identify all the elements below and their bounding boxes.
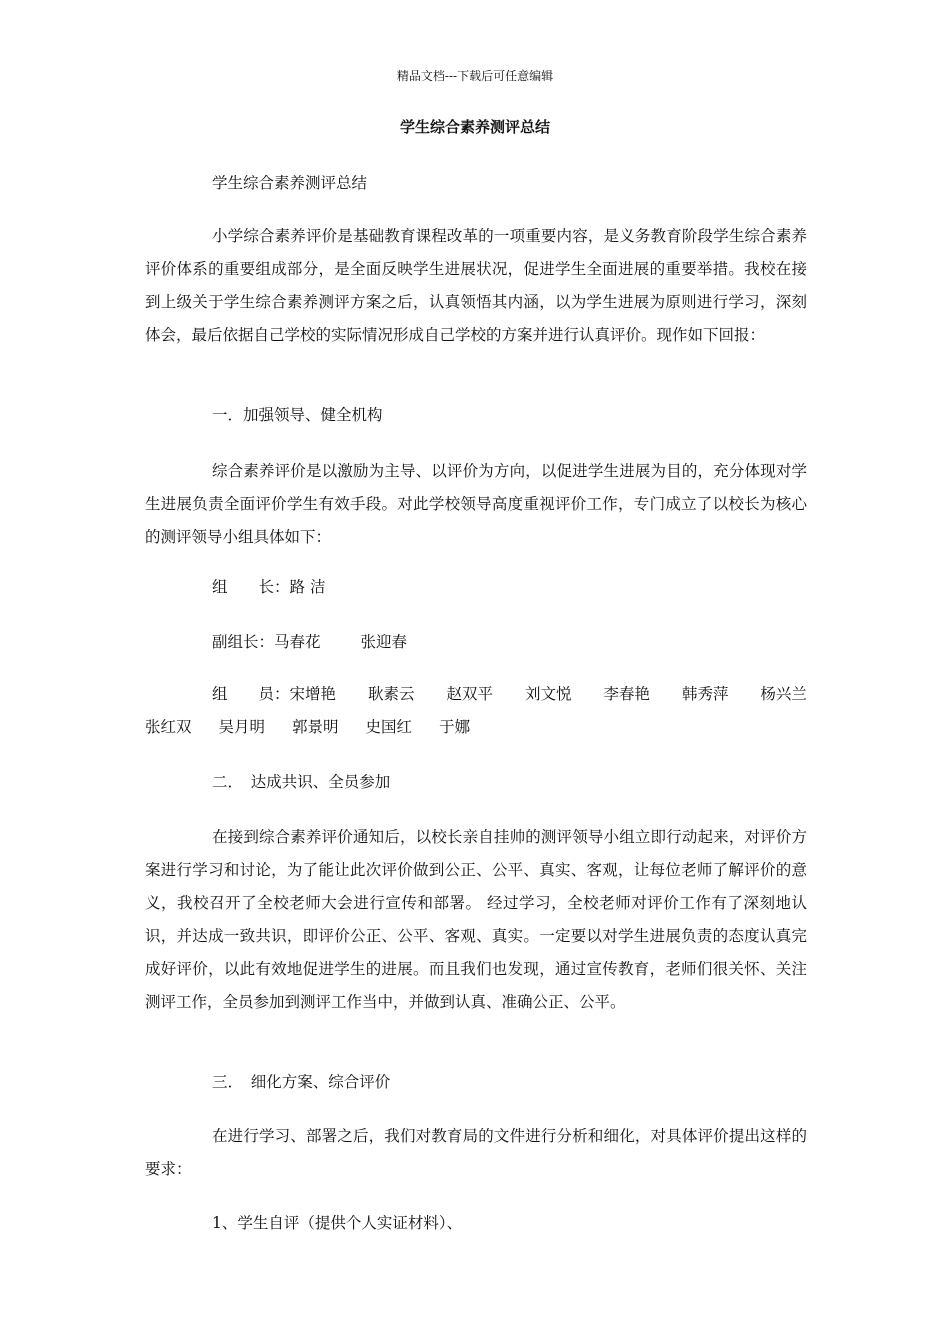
member-name: 刘文悦 — [524, 685, 572, 703]
members-row — [145, 678, 807, 711]
members-label: 组 员： — [212, 685, 290, 703]
member-name: 张红双 — [145, 718, 192, 736]
section1-body: 综合素养评价是以激励为主导、以评价为方向，以促进学生进展为目的，充分体现对学生进展负责全面评价学生有效手段。对此学校领导高度重视评价工作，专门成立了以校长为核心的测评领导小组具体如下： — [145, 462, 807, 546]
member-name: 于娜 — [439, 718, 471, 736]
member-name: 韩秀萍 — [681, 685, 729, 703]
deputy-name: 张迎春 — [360, 633, 408, 651]
header-note: 精品文档---下载后可任意编辑 — [396, 69, 554, 83]
member-name: 郭景明 — [292, 718, 339, 736]
leader-label: 组 长： — [212, 578, 290, 596]
section1-heading: 一．加强领导、健全机构 — [212, 406, 383, 424]
deputy-leader-line — [212, 632, 407, 652]
deputy-label: 副组长： — [212, 633, 275, 651]
members-row — [145, 711, 807, 744]
subtitle: 学生综合素养测评总结 — [212, 174, 368, 192]
section3-item-1: 1、学生自评（提供个人实证材料）、 — [212, 1214, 463, 1232]
member-name: 李春艳 — [603, 685, 650, 703]
member-name: 杨兴兰 — [760, 685, 807, 703]
member-name: 宋增艳 — [289, 685, 337, 703]
section3-body: 在进行学习、部署之后，我们对教育局的文件进行分析和细化，对具体评价提出这样的要求： — [145, 1127, 807, 1178]
member-name: 吴月明 — [218, 718, 266, 736]
member-name: 赵双平 — [446, 685, 493, 703]
deputy-name: 马春花 — [274, 633, 321, 651]
group-leader-line — [212, 577, 325, 597]
member-name: 耿素云 — [368, 685, 415, 703]
members-block — [145, 678, 807, 744]
document-title: 学生综合素养测评总结 — [399, 118, 550, 136]
leader-name: 路 洁 — [289, 578, 326, 596]
section3-heading: 三． 细化方案、综合评价 — [212, 1073, 391, 1091]
section2-body: 在接到综合素养评价通知后，以校长亲自挂帅的测评领导小组立即行动起来，对评价方案进行学习和讨论，为了能让此次评价做到公正、公平、真实、客观，让每位老师了解评价的意义，我校召开了全校老师大会进行宣传和部署。 经过学习，全校老师对评价工作有了深刻地认识，并达成一致共识，即评价公正、公平、客观、真实。一定要以对学生进展负责的态度认真完成好评价，以此有效地促进学生的进展。而且我们也发现，通过宣传教育，老师们很关怀、关注测评工作，全员参加到测评工作当中，并做到认真、准确公正、公平。 — [145, 828, 807, 1011]
intro-paragraph: 小学综合素养评价是基础教育课程改革的一项重要内容，是义务教育阶段学生综合素养评价体系的重要组成部分，是全面反映学生进展状况，促进学生全面进展的重要举措。我校在接到上级关于学生综合素养测评方案之后，认真领悟其内涵，以为学生进展为原则进行学习，深刻体会，最后依据自己学校的实际情况形成自己学校的方案并进行认真评价。现作如下回报： — [145, 227, 807, 344]
section2-heading: 二． 达成共识、全员参加 — [212, 773, 391, 791]
members-label-with-first — [212, 678, 336, 711]
member-name: 史国红 — [365, 718, 413, 736]
